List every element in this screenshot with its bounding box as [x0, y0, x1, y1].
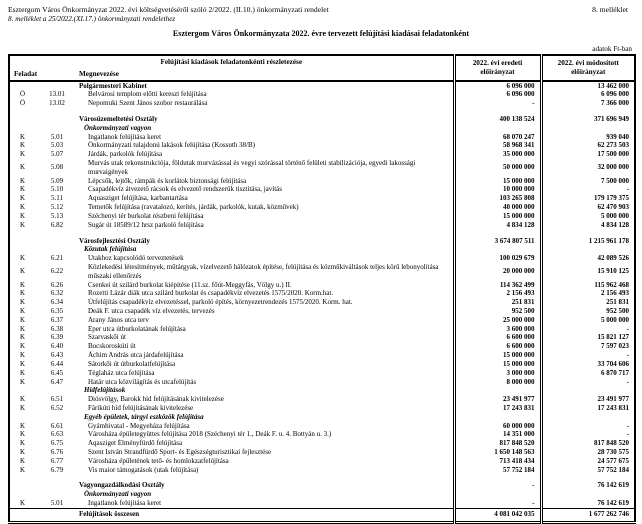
- table-row: [9, 481, 635, 490]
- cell-code: 6.75: [50, 439, 64, 448]
- table-row: [9, 360, 635, 369]
- cell-name: Csenkei út szilárd burkolat kiépítése (11.sz. főút-Meggyfás, Völgy u.) II.: [88, 280, 292, 289]
- cell-letter: K: [19, 324, 26, 333]
- cell-orig: 6 600 000: [454, 333, 541, 342]
- table-row: [9, 212, 635, 221]
- cell-code: 6.22: [50, 267, 64, 276]
- table-row: [9, 141, 635, 150]
- cell-mod: 57 752 184: [541, 466, 635, 475]
- cell-name: Sátorkői út útburkolatfelújítása: [88, 359, 176, 368]
- cell-mod: 7 366 000: [541, 99, 635, 108]
- cell-code: 6.52: [50, 403, 64, 412]
- cell-orig: 68 070 247: [454, 133, 541, 142]
- cell-orig: 8 000 000: [454, 378, 541, 387]
- cell-orig: 15 000 000: [454, 360, 541, 369]
- cell-orig: 40 000 000: [454, 203, 541, 212]
- cell-code: 6.39: [50, 333, 64, 342]
- cell-name: Útfelújítás csapadékvíz elvezetéssel, parkoló építés, környezetrendezés 1575/2020. Korm. hat.: [88, 298, 353, 307]
- table-row: [9, 81, 635, 91]
- table-row: [9, 457, 635, 466]
- cell-orig: 6 096 000: [454, 81, 541, 91]
- table-row: [9, 378, 635, 387]
- cell-letter: K: [19, 194, 26, 203]
- cell-letter: K: [19, 499, 26, 508]
- cell-orig: 35 000 000: [454, 150, 541, 159]
- detail-header: Felújítási kiadások feladatonkénti részletezése: [160, 57, 303, 66]
- cell-letter: K: [19, 176, 26, 185]
- cell-name: Belvárosi templom előtti kereszt felújítása: [88, 90, 207, 99]
- annex-label: 8. melléklet: [592, 5, 628, 14]
- cell-mod: 251 831: [541, 298, 635, 307]
- cell-orig: 60 000 000: [454, 422, 541, 431]
- cell-code: 6.45: [50, 368, 64, 377]
- column-header-original: 2022. évi eredeti előirányzat: [454, 55, 541, 80]
- cell-letter: K: [19, 448, 26, 456]
- column-header-name: Megnevezése: [79, 69, 454, 81]
- table-header: [9, 55, 635, 80]
- spacer-row: [9, 230, 635, 237]
- cell-mod: 4 834 128: [541, 221, 635, 230]
- cell-mod: 17 500 000: [541, 150, 635, 159]
- cell-name: Önkormányzati tulajdonú lakások felújítása (Kossuth 38/B): [88, 141, 255, 150]
- cell-letter: K: [19, 185, 26, 194]
- cell-name: Murvás utak rekonstrukciója, földutak murvázással és vegyi szórással történő felületi stabilizációja, egyedi lakossági murvaigények: [88, 159, 416, 176]
- table-row: [9, 413, 635, 422]
- cell-orig: 57 752 184: [454, 466, 541, 475]
- cell-mod: 76 142 619: [541, 499, 635, 508]
- cell-letter: Ö: [19, 90, 26, 99]
- cell-letter: K: [19, 254, 26, 263]
- cell-code: 6.43: [50, 351, 64, 360]
- spacer-row: [9, 474, 635, 481]
- cell-mod: 33 704 606: [541, 360, 635, 369]
- cell-code: 6.79: [50, 465, 64, 474]
- cell-mod: 13 462 000: [541, 81, 635, 91]
- cell-code: 5.08: [50, 163, 64, 172]
- cell-letter: K: [19, 359, 26, 368]
- cell-name: Nepomuki Szent János szobor restaurálása: [88, 99, 208, 108]
- table-row: [9, 150, 635, 159]
- table-body: [9, 81, 635, 509]
- cell-mod: -: [541, 351, 635, 360]
- cell-orig: 251 831: [454, 298, 541, 307]
- cell-orig: -: [454, 99, 541, 108]
- cell-name: Ingatlanok felújítása keret: [88, 499, 162, 508]
- cell-mod: 23 491 977: [541, 395, 635, 404]
- cell-name: Temetők felújítása (ravatalozó, kerítés, járdák, parkolók, kutak, közművek): [88, 203, 299, 212]
- cell-mod: 371 696 949: [541, 115, 635, 124]
- cell-code: 5.09: [50, 176, 64, 185]
- cell-orig: 15 000 000: [454, 177, 541, 186]
- table-row: [9, 99, 635, 108]
- cell-orig: 4 834 128: [454, 221, 541, 230]
- cell-name: Határ utca közvilágítás és utcafelújítás: [88, 377, 197, 386]
- table-row: [9, 254, 635, 263]
- cell-orig: 114 362 499: [454, 281, 541, 290]
- cell-letter: K: [19, 289, 26, 298]
- column-header-modified: 2022. évi módosított előirányzat: [541, 55, 635, 80]
- cell-orig: 817 848 520: [454, 439, 541, 448]
- cell-mod: -: [541, 430, 635, 439]
- table-row: [9, 439, 635, 448]
- cell-name: Fárikúti híd felújításának kivitelezése: [88, 403, 194, 412]
- cell-mod: 62 470 903: [541, 203, 635, 212]
- table-row: [9, 386, 635, 395]
- cell-code: 5.10: [50, 185, 64, 194]
- cell-letter: K: [19, 307, 26, 315]
- cell-mod: 817 848 520: [541, 439, 635, 448]
- cell-name: Lépcsők, lejtők, rámpák és korlátok biztonsági felújítása: [88, 176, 247, 185]
- cell-name: Sugár út 18589/12 hrsz parkoló felújítása: [88, 220, 204, 229]
- table-row: [9, 281, 635, 290]
- cell-orig: 2 156 493: [454, 289, 541, 298]
- cell-name: Diósvölgy, Barokk híd felújításának kivitelezése: [88, 395, 224, 404]
- cell-orig: 3 000 000: [454, 369, 541, 378]
- table-row: [9, 422, 635, 431]
- cell-name: Ingatlanok felújítása keret: [88, 132, 162, 141]
- cell-letter: K: [19, 421, 26, 430]
- table-row: [9, 490, 635, 499]
- cell-mod: 15 821 127: [541, 333, 635, 342]
- cell-code: 6.44: [50, 359, 64, 368]
- cell-code: 6.63: [50, 430, 64, 439]
- table-row: [9, 90, 635, 99]
- cell-code: 6.77: [50, 456, 64, 465]
- cell-letter: K: [19, 141, 26, 150]
- table-row: [9, 430, 635, 439]
- cell-mod: 28 730 575: [541, 448, 635, 457]
- cell-orig: 952 500: [454, 307, 541, 316]
- cell-mod: -: [541, 378, 635, 387]
- cell-orig: 14 351 000: [454, 430, 541, 439]
- cell-letter: K: [19, 280, 26, 289]
- table-row: [9, 369, 635, 378]
- cell-letter: K: [19, 395, 26, 404]
- table-row: [9, 298, 635, 307]
- table-row: [9, 333, 635, 342]
- cell-name: Áchim András utca járdafelújítása: [88, 351, 184, 360]
- cell-orig: 1 650 148 563: [454, 448, 541, 457]
- cell-mod: -: [541, 325, 635, 334]
- cell-letter: K: [19, 267, 26, 276]
- header-row-1: [9, 55, 635, 69]
- cell-mod: 7 500 000: [541, 177, 635, 186]
- cell-name: Vagyongazdálkodási Osztály: [79, 481, 165, 490]
- cell-code: 5.12: [50, 203, 64, 212]
- cell-name: Városüzemeltetési Osztály: [79, 114, 158, 123]
- cell-mod: 15 910 125: [541, 263, 635, 281]
- cell-name: Vis maior támogatások (utak felújítása): [88, 465, 199, 474]
- cell-orig: -: [454, 499, 541, 508]
- cell-name: Városháza épületegyüttes felújítása 2018 (Széchenyi tér 1., Deák F. u. 4. Bottyán u. 3.): [88, 430, 332, 439]
- cell-orig: 3 600 000: [454, 325, 541, 334]
- cell-mod: 6 096 000: [541, 90, 635, 99]
- cell-code: 6.40: [50, 342, 64, 351]
- cell-letter: K: [19, 333, 26, 342]
- cell-code: 13.01: [49, 90, 65, 99]
- column-header-task: Feladat: [9, 69, 79, 81]
- cell-code: 6.82: [50, 220, 64, 229]
- cell-orig: 6 096 000: [454, 90, 541, 99]
- cell-code: 5.01: [50, 499, 64, 508]
- cell-letter: K: [19, 342, 26, 351]
- cell-code: 6.34: [50, 298, 64, 307]
- table-row: [9, 448, 635, 457]
- cell-name: Téglaház utca felújítása: [88, 368, 155, 377]
- total-modified-value: 1 677 262 746: [541, 508, 635, 522]
- cell-orig: 25 000 000: [454, 316, 541, 325]
- cell-orig: 3 674 807 511: [454, 237, 541, 246]
- cell-name: Szarvaskői út: [88, 333, 126, 342]
- cell-letter: K: [19, 163, 26, 172]
- cell-code: 5.03: [50, 141, 64, 150]
- cell-name: Gyámhivatal - Megyeháza felújítása: [88, 421, 190, 430]
- cell-name: Eper utca útburkolatának felújítása: [88, 324, 186, 333]
- cell-orig: 20 000 000: [454, 263, 541, 281]
- cell-mod: 62 273 503: [541, 141, 635, 150]
- cell-code: 6.21: [50, 254, 64, 263]
- cell-mod: 1 215 961 178: [541, 237, 635, 246]
- cell-code: 6.38: [50, 324, 64, 333]
- cell-mod: 939 040: [541, 133, 635, 142]
- table-row: [9, 289, 635, 298]
- cell-name: Szent István Strandfürdő Sport- és Egészségturisztikai fejlesztése: [88, 448, 272, 456]
- cell-code: 6.61: [50, 421, 64, 430]
- cell-orig: 15 000 000: [454, 351, 541, 360]
- cell-name: Deák F. utca csapadék víz elvezetés, tervezés: [88, 307, 215, 315]
- cell-letter: K: [19, 132, 26, 141]
- cell-code: 6.35: [50, 307, 64, 315]
- table-row: [9, 499, 635, 508]
- cell-letter: K: [19, 368, 26, 377]
- cell-name: Utakhoz kapcsolódó terveztetések: [88, 254, 184, 263]
- table-row: [9, 351, 635, 360]
- cell-mod: 5 000 000: [541, 316, 635, 325]
- cell-letter: K: [19, 439, 26, 448]
- cell-orig: 103 265 808: [454, 194, 541, 203]
- cell-letter: K: [19, 403, 26, 412]
- table-row: [9, 466, 635, 475]
- table-row: [9, 404, 635, 413]
- cell-name: Önkormányzati vagyon: [84, 123, 152, 132]
- cell-letter: K: [19, 220, 26, 229]
- cell-name: Aquasziget felújítása, karbantartása: [88, 194, 188, 203]
- table-row: [9, 221, 635, 230]
- cell-name: Önkormányzati vagyon: [84, 490, 152, 499]
- cell-name: Rozetti Lázár diák utca szilárd burkolat és csapadékvíz elvezetés 1575/2020. Korm.hat.: [88, 289, 334, 298]
- cell-letter: K: [19, 456, 26, 465]
- cell-code: 5.11: [51, 194, 63, 203]
- cell-name: Arany János utca terv: [88, 315, 149, 324]
- cell-orig: 15 000 000: [454, 212, 541, 221]
- cell-code: 6.37: [50, 315, 64, 324]
- cell-mod: 115 962 468: [541, 281, 635, 290]
- cell-name: Széchenyi tér burkolat részbeni felújítása: [88, 211, 204, 220]
- total-original-value: 4 081 042 035: [454, 508, 541, 522]
- cell-letter: K: [19, 315, 26, 324]
- cell-letter: K: [19, 377, 26, 386]
- cell-mod: 76 142 619: [541, 481, 635, 490]
- cell-code: 6.51: [50, 395, 64, 404]
- cell-mod: 6 870 717: [541, 369, 635, 378]
- total-label: Felújítások összesen: [79, 508, 454, 522]
- cell-letter: K: [19, 430, 26, 439]
- cell-mod: -: [541, 422, 635, 431]
- cell-letter: K: [19, 351, 26, 360]
- cell-orig: 400 138 524: [454, 115, 541, 124]
- cell-code: 5.07: [50, 150, 64, 159]
- cell-name: Csapadékvíz átvezető rácsok és elvezető rendszerük tisztítása, javítás: [88, 185, 282, 194]
- cell-letter: K: [19, 211, 26, 220]
- cell-name: Közlekedési létesítmények, műtárgyak, vízelvezető hálózatok építése, felújítása és közműkiváltások teljes körű lebonyolítása műszaki ellenőrzés: [88, 262, 439, 280]
- cell-code: 6.47: [50, 377, 64, 386]
- table-row: [9, 185, 635, 194]
- cell-mod: 952 500: [541, 307, 635, 316]
- cell-letter: K: [19, 465, 26, 474]
- cell-name: Városfejlesztési Osztály: [79, 236, 150, 245]
- cell-orig: -: [454, 481, 541, 490]
- decree-reference-line: Esztergom Város Önkormányzat 2022. évi költségvetéséről szóló 2/2022. (II.10.) önkormányzati rendelet: [8, 5, 329, 14]
- table-row: [9, 325, 635, 334]
- table-row: [9, 124, 635, 133]
- cell-mod: 24 577 675: [541, 457, 635, 466]
- cell-code: 13.02: [49, 99, 65, 108]
- table-row: [9, 245, 635, 254]
- cell-name: Járdák, parkolók felújítása: [88, 150, 163, 159]
- cell-mod: 17 243 831: [541, 404, 635, 413]
- cell-name: Egyéb épületek, tárgyi eszközök felújítása: [84, 412, 204, 421]
- cell-name: Aqasziget Élményfürdő felújítása: [88, 439, 183, 448]
- budget-table: [8, 54, 636, 524]
- table-row: [9, 395, 635, 404]
- cell-orig: 23 491 977: [454, 395, 541, 404]
- table-row: [9, 159, 635, 177]
- amendment-reference-line: 8. melléklet a 25/2022.(XI.17.) önkormányzati rendelethez: [8, 14, 176, 23]
- cell-letter: K: [19, 203, 26, 212]
- cell-mod: 32 000 000: [541, 159, 635, 177]
- table-row: [9, 194, 635, 203]
- cell-mod: 5 000 000: [541, 212, 635, 221]
- cell-code: 5.01: [50, 132, 64, 141]
- cell-mod: 2 156 493: [541, 289, 635, 298]
- cell-name: Városháza épületének tető- és homlokzatfelújítása: [88, 456, 229, 465]
- spacer-row: [9, 108, 635, 115]
- cell-orig: 6 600 000: [454, 342, 541, 351]
- document-reference: [8, 5, 329, 24]
- table-row: [9, 237, 635, 246]
- cell-orig: 17 243 831: [454, 404, 541, 413]
- cell-orig: 50 000 000: [454, 159, 541, 177]
- page-header: [8, 5, 634, 24]
- page-title: Esztergom Város Önkormányzata 2022. évre tervezett felújítási kiadásai feladatonként: [172, 29, 470, 39]
- cell-name: Hídfelújítások: [84, 386, 126, 395]
- cell-mod: 7 597 023: [541, 342, 635, 351]
- cell-name: Bocskoroskúti út: [88, 342, 136, 351]
- cell-mod: 42 089 526: [541, 254, 635, 263]
- table-row: [9, 307, 635, 316]
- cell-code: 6.76: [50, 448, 64, 456]
- cell-name: Polgármesteri Kabinet: [79, 81, 147, 90]
- cell-name: Közutak felújítása: [84, 245, 137, 254]
- cell-orig: 100 029 679: [454, 254, 541, 263]
- cell-code: 6.26: [50, 280, 64, 289]
- cell-code: 5.13: [50, 211, 64, 220]
- total-row: [9, 508, 635, 522]
- cell-orig: 10 000 000: [454, 185, 541, 194]
- cell-letter: Ö: [19, 99, 26, 108]
- cell-orig: 713 418 434: [454, 457, 541, 466]
- units-note: adatok Ft-ban: [592, 45, 632, 54]
- cell-orig: 58 968 341: [454, 141, 541, 150]
- table-row: [9, 177, 635, 186]
- table-row: [9, 115, 635, 124]
- table-row: [9, 133, 635, 142]
- cell-mod: -: [541, 185, 635, 194]
- cell-mod: 179 179 375: [541, 194, 635, 203]
- table-row: [9, 342, 635, 351]
- table-row: [9, 203, 635, 212]
- cell-code: 6.32: [50, 289, 64, 298]
- table-row: [9, 263, 635, 281]
- table-row: [9, 316, 635, 325]
- cell-letter: K: [19, 298, 26, 307]
- cell-letter: K: [19, 150, 26, 159]
